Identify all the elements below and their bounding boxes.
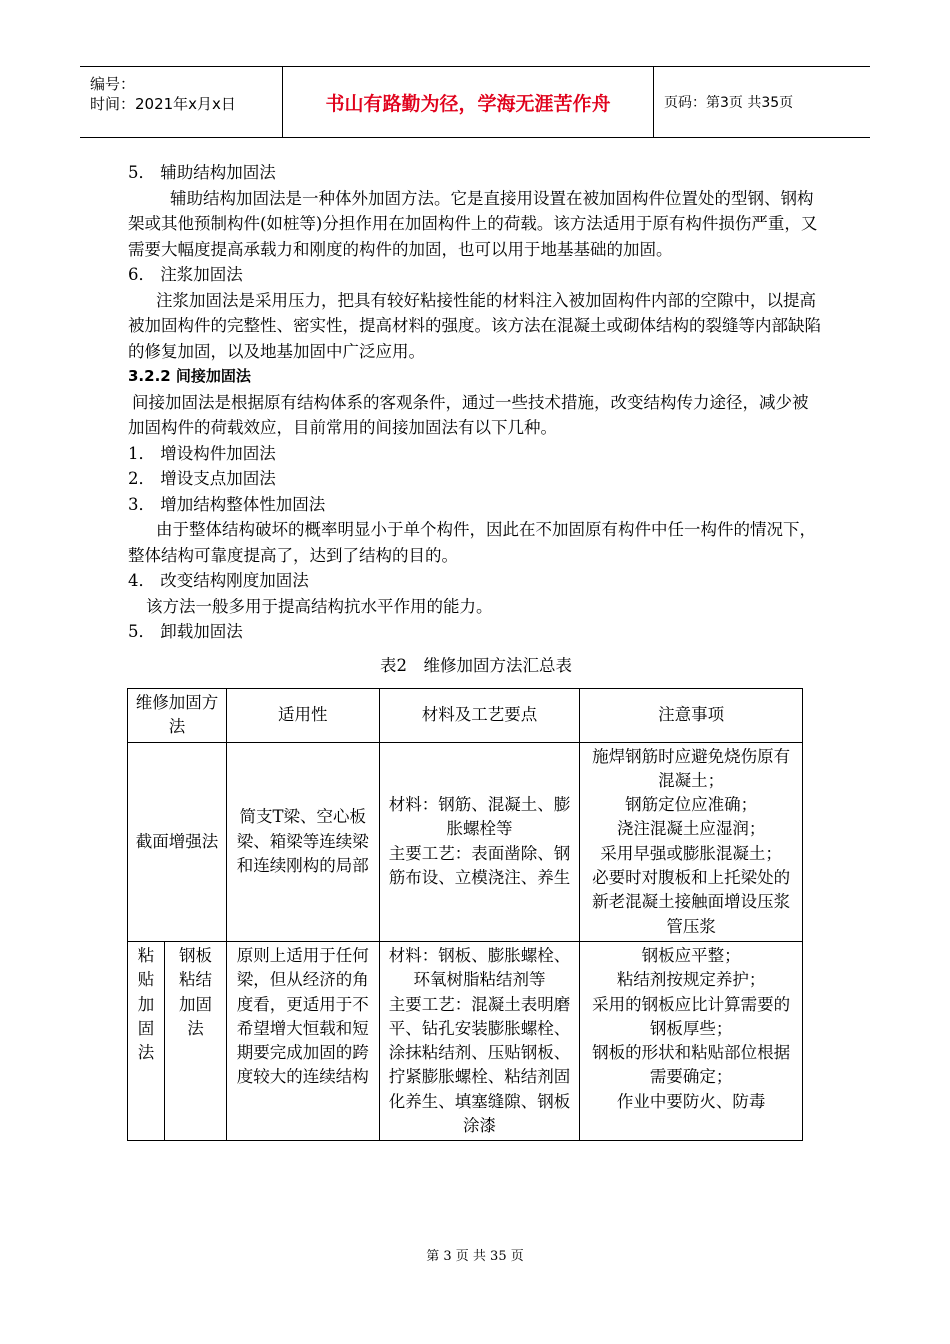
table-header-notes: 注意事项	[580, 689, 803, 743]
page-header	[80, 66, 870, 138]
item5-paragraph: 辅助结构加固法是一种体外加固方法。它是直接用设置在被加固构件位置处的型钢、钢构架或其他预制构件(如桩等)分担作用在加固构件上的荷载。该方法适用于原有构件损伤严重，又需要大幅度提高承载力和刚度的构件的加固，也可以用于地基基础的加固。	[128, 188, 818, 259]
cell-method: 钢板粘结加固法	[164, 941, 226, 1140]
list-item-2: 2． 增设支点加固法	[128, 469, 276, 488]
cell-notes: 钢板应平整； 粘结剂按规定养护； 采用的钢板应比计算需要的钢板厚些； 钢板的形状和粘贴部位根据需要确定； 作业中要防火、防毒	[580, 941, 803, 1140]
item6-paragraph: 注浆加固法是采用压力，把具有较好粘接性能的材料注入被加固构件内部的空隙中，以提高被加固构件的完整性、密实性，提高材料的强度。该方法在混凝土或砌体结构的裂缝等内部缺陷的修复加固，以及地基加固中广泛应用。	[128, 290, 821, 361]
cell-materials: 材料：钢筋、混凝土、膨胀螺栓等 主要工艺：表面凿除、钢筋布设、立模浇注、养生	[379, 742, 580, 941]
list-item-4: 4． 改变结构刚度加固法	[128, 571, 309, 590]
section-paragraph: 间接加固法是根据原有结构体系的客观条件，通过一些技术措施，改变结构传力途径，减少被加固构件的荷载效应，目前常用的间接加固法有以下几种。	[128, 392, 809, 437]
item5-title: 5． 辅助结构加固法	[128, 163, 276, 182]
cell-materials: 材料：钢板、膨胀螺栓、环氧树脂粘结剂等 主要工艺：混凝土表明磨平、钻孔安装膨胀螺栓、涂抹粘结剂、压贴钢板、拧紧膨胀螺栓、粘结剂固化养生、填塞缝隙、钢板涂漆	[379, 941, 580, 1140]
methods-table	[127, 688, 803, 1141]
cell-notes: 施焊钢筋时应避免烧伤原有混凝土； 钢筋定位应准确； 浇注混凝土应湿润； 采用早强或膨胀混凝土； 必要时对腹板和上托梁处的新老混凝土接触面增设压浆管压浆	[580, 742, 803, 941]
cell-applicability: 原则上适用于任何梁，但从经济的角度看，更适用于不希望增大恒载和短期要完成加固的跨度较大的连续结构	[226, 941, 379, 1140]
header-page-number: 页码：第3页 共35页	[664, 95, 794, 111]
header-meta	[80, 67, 283, 137]
cell-group: 粘贴加固法	[128, 941, 165, 1140]
list-item-4-paragraph: 该方法一般多用于提高结构抗水平作用的能力。	[146, 596, 493, 616]
table-header-applicability: 适用性	[226, 689, 379, 743]
list-item-3-paragraph: 由于整体结构破坏的概率明显小于单个构件，因此在不加固原有构件中任一构件的情况下，整体结构可靠度提高了，达到了结构的目的。	[128, 520, 816, 565]
list-item-5: 5． 卸载加固法	[128, 622, 243, 641]
header-motto: 书山有路勤为径，学海无涯苦作舟	[283, 67, 654, 137]
cell-method: 截面增强法	[128, 742, 227, 941]
list-item-3: 3． 增加结构整体性加固法	[128, 494, 326, 514]
document-date: 时间：2021年x月x日	[90, 95, 236, 113]
cell-applicability: 简支T梁、空心板梁、箱梁等连续梁和连续刚构的局部	[226, 742, 379, 941]
list-item-1: 1． 增设构件加固法	[128, 443, 276, 463]
document-body	[128, 160, 824, 1141]
table-header-method: 维修加固方法	[128, 689, 227, 743]
table-caption: 表2 维修加固方法汇总表	[380, 655, 572, 675]
table-header-row	[128, 689, 803, 743]
page-footer: 第 3 页 共 35 页	[426, 1249, 524, 1264]
table-header-materials: 材料及工艺要点	[379, 689, 580, 743]
document-number-label: 编号：	[90, 75, 136, 93]
table-row	[128, 941, 803, 1140]
section-heading: 3.2.2 间接加固法	[128, 367, 251, 385]
table-row	[128, 742, 803, 941]
item6-title: 6． 注浆加固法	[128, 265, 243, 284]
